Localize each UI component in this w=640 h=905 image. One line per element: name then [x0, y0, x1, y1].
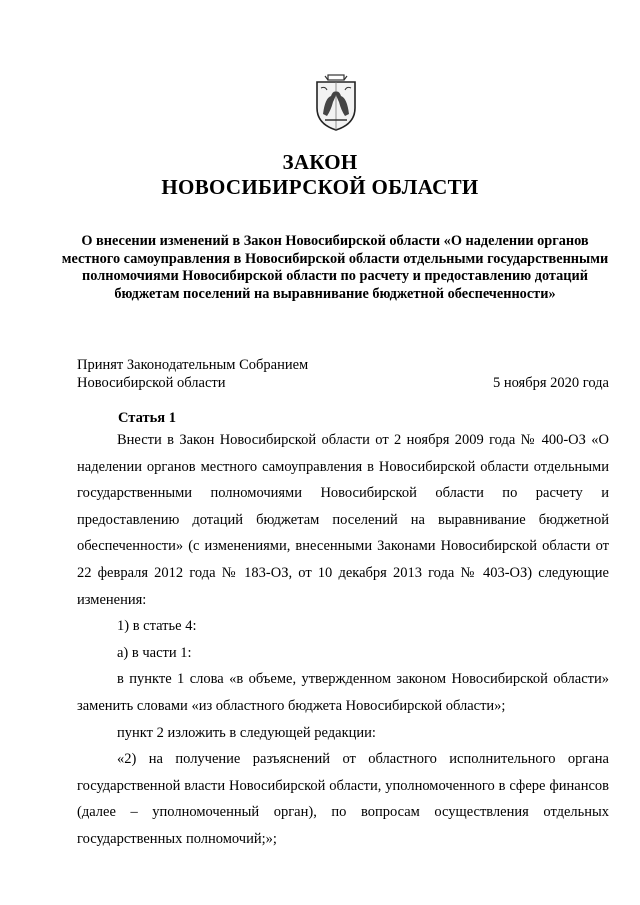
paragraph: Внести в Закон Новосибирской области от 2 ноября 2009 года № 400-ОЗ «О наделении органов местного самоуправления в Новосибирской области отдельными государственными полномочиями Новосибирской области по расчету и предоставлению дотаций бюджетам поселений на выравнивание бюджетной обеспеченности» (с изменениями, внесенными Законами Новосибирской области от 22 февраля 2012 года № 183-ОЗ, от 10 декабря 2013 года № 403-ОЗ) следующие изменения:: [77, 432, 609, 608]
paragraph: «2) на получение разъяснений от областного исполнительного органа государственной власти Новосибирской области, уполномоченного в сфере финансов (далее – уполномоченный орган), по вопросам осуществления отдельных государственных полномочий;»;: [77, 751, 609, 847]
law-region-title: НОВОСИБИРСКОЙ ОБЛАСТИ: [161, 175, 479, 199]
adoption-date: 5 ноября 2020 года: [492, 375, 609, 391]
paragraph: а) в части 1:: [117, 644, 192, 661]
paragraph: в пункте 1 слова «в объеме, утвержденном законом Новосибирской области» заменить словами «из областного бюджета Новосибирской области»;: [77, 671, 609, 714]
paragraph: пункт 2 изложить в следующей редакции:: [117, 724, 376, 741]
adoption-block: [77, 356, 609, 392]
article-title: Статья 1: [118, 410, 176, 426]
article-body: [77, 427, 609, 853]
novosibirsk-coat-of-arms-icon: [313, 74, 359, 132]
adopted-by-line1: Принят Законодательным Собранием: [77, 357, 309, 373]
paragraph: 1) в статье 4:: [117, 618, 197, 635]
adopted-by-line2: Новосибирской области: [77, 375, 226, 391]
law-subject: О внесении изменений в Закон Новосибирской области «О наделении органов местного самоуправления в Новосибирской области отдельными государственными полномочиями Новосибирской области по расчету и предоставлению дотаций бюджетам поселений на выравнивание бюджетной обеспеченности»: [61, 233, 609, 302]
law-title: ЗАКОН: [282, 150, 358, 174]
